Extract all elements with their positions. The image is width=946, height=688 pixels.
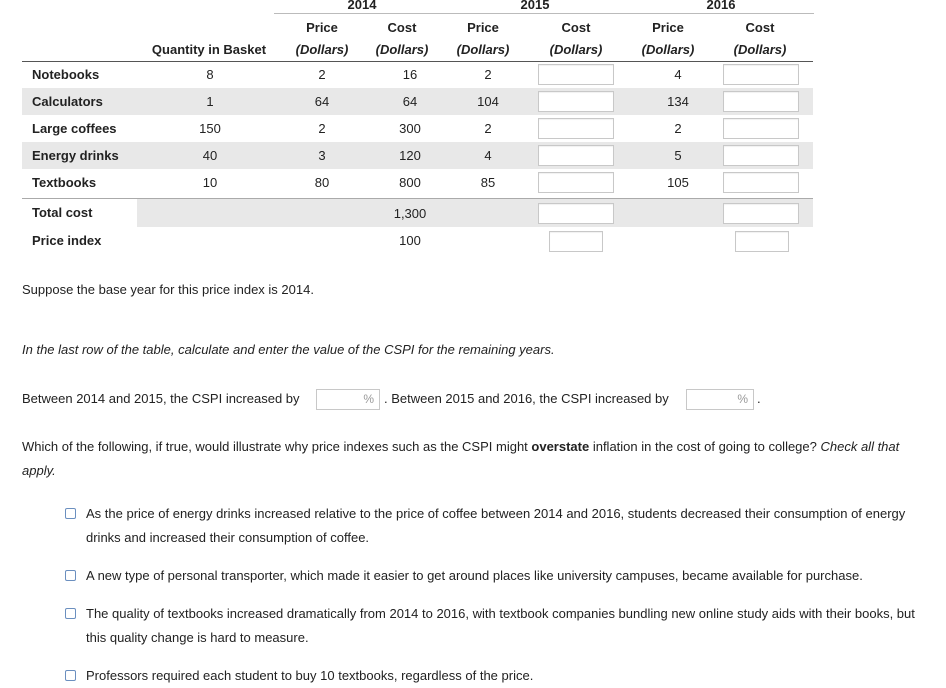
- cost-2015-calculators-input[interactable]: [538, 91, 614, 112]
- price-2015-cell: 104: [477, 94, 499, 109]
- cost-2015-header: Cost: [561, 20, 591, 35]
- row-label-large-coffees: Large coffees: [32, 121, 117, 136]
- price-2016-cell: 4: [674, 67, 682, 82]
- dollars-label: (Dollars): [641, 42, 695, 57]
- total-cost-2016-input[interactable]: [723, 203, 799, 224]
- price-2014-cell: 2: [318, 67, 326, 82]
- option-checkbox[interactable]: [65, 670, 76, 681]
- price-2014-cell: 2: [318, 121, 326, 136]
- quantity-cell: 8: [206, 67, 214, 82]
- price-2015-header: Price: [467, 20, 499, 35]
- row-label-total-cost: Total cost: [32, 205, 93, 220]
- price-2016-cell: 134: [667, 94, 689, 109]
- option-label: As the price of energy drinks increased relative to the price of coffee between 2014 and 2016, students decreased their consumption of energy drinks and increased their consumption of coffee.: [86, 506, 906, 545]
- between-2014-2015-text: Between 2014 and 2015, the CSPI increased by: [22, 391, 300, 406]
- total-cost-2014: 1,300: [393, 206, 427, 221]
- quantity-cell: 10: [202, 175, 218, 190]
- price-2014-header: Price: [306, 20, 338, 35]
- dollars-label: (Dollars): [733, 42, 787, 57]
- question-emphasis: overstate: [531, 439, 590, 454]
- row-label-notebooks: Notebooks: [32, 67, 100, 82]
- price-2014-cell: 3: [318, 148, 326, 163]
- row-label-textbooks: Textbooks: [32, 175, 97, 190]
- quantity-cell: 1: [206, 94, 214, 109]
- total-rule: [22, 198, 813, 199]
- question-instruction: Check all that apply.: [22, 439, 900, 478]
- price-index-2015-input[interactable]: [549, 231, 603, 252]
- question-part: Which of the following, if true, would illustrate why price indexes such as the CSPI might: [22, 439, 532, 454]
- row-label-energy-drinks: Energy drinks: [32, 148, 119, 163]
- cost-2014-header: Cost: [387, 20, 417, 35]
- price-2016-cell: 105: [667, 175, 689, 190]
- option-checkbox[interactable]: [65, 508, 76, 519]
- price-2014-cell: 80: [314, 175, 330, 190]
- price-2015-cell: 4: [484, 148, 492, 163]
- quantity-cell: 40: [202, 148, 218, 163]
- cost-2014-cell: 64: [402, 94, 418, 109]
- year-2015-header: 2015: [520, 0, 550, 12]
- cost-2014-cell: 16: [402, 67, 418, 82]
- end-period: .: [757, 391, 761, 406]
- cost-2016-energy-drinks-input[interactable]: [723, 145, 799, 166]
- price-index-2016-input[interactable]: [735, 231, 789, 252]
- price-2015-cell: 2: [484, 67, 492, 82]
- price-2015-cell: 2: [484, 121, 492, 136]
- cost-2016-notebooks-input[interactable]: [723, 64, 799, 85]
- question-part: inflation in the cost of going to college?: [589, 439, 821, 454]
- cspi-increase-2015-input[interactable]: [316, 389, 380, 410]
- instruction-text: In the last row of the table, calculate and enter the value of the CSPI for the remaining years.: [22, 342, 555, 357]
- base-year-text: Suppose the base year for this price index is 2014.: [22, 282, 314, 297]
- year-header-rule: [274, 13, 814, 14]
- price-2015-cell: 85: [480, 175, 496, 190]
- option-label: Professors required each student to buy 10 textbooks, regardless of the price.: [86, 668, 534, 683]
- price-2014-cell: 64: [314, 94, 330, 109]
- dollars-label: (Dollars): [456, 42, 510, 57]
- cost-2016-textbooks-input[interactable]: [723, 172, 799, 193]
- percent-symbol: %: [737, 392, 748, 406]
- option-checkbox[interactable]: [65, 608, 76, 619]
- option-label: A new type of personal transporter, which made it easier to get around places like university campuses, became available for purchase.: [86, 568, 863, 583]
- price-index-2014: 100: [399, 233, 421, 248]
- quantity-header: Quantity in Basket: [151, 42, 267, 57]
- cost-2014-cell: 800: [399, 175, 421, 190]
- cost-2016-calculators-input[interactable]: [723, 91, 799, 112]
- year-2016-header: 2016: [706, 0, 736, 12]
- price-2016-header: Price: [652, 20, 684, 35]
- between-2015-2016-text: . Between 2015 and 2016, the CSPI increased by: [384, 391, 669, 406]
- cost-2014-cell: 300: [399, 121, 421, 136]
- option-checkbox[interactable]: [65, 570, 76, 581]
- dollars-label: (Dollars): [295, 42, 349, 57]
- price-2016-cell: 5: [674, 148, 682, 163]
- header-rule: [22, 61, 813, 62]
- question-text: [22, 435, 934, 483]
- total-band: [137, 199, 813, 227]
- cost-2015-large-coffees-input[interactable]: [538, 118, 614, 139]
- cost-2016-header: Cost: [745, 20, 775, 35]
- row-label-price-index: Price index: [32, 233, 102, 248]
- total-cost-2015-input[interactable]: [538, 203, 614, 224]
- cost-2014-cell: 120: [399, 148, 421, 163]
- dollars-label: (Dollars): [375, 42, 429, 57]
- cost-2015-notebooks-input[interactable]: [538, 64, 614, 85]
- year-2014-header: 2014: [347, 0, 377, 12]
- dollars-label: (Dollars): [549, 42, 603, 57]
- price-2016-cell: 2: [674, 121, 682, 136]
- cost-2015-energy-drinks-input[interactable]: [538, 145, 614, 166]
- quantity-cell: 150: [199, 121, 221, 136]
- cost-2016-large-coffees-input[interactable]: [723, 118, 799, 139]
- cost-2015-textbooks-input[interactable]: [538, 172, 614, 193]
- option-label: The quality of textbooks increased dramatically from 2014 to 2016, with textbook companies bundling new online study aids with their books, but this quality change is hard to measure.: [86, 606, 915, 645]
- percent-symbol: %: [363, 392, 374, 406]
- cspi-increase-2016-input[interactable]: [686, 389, 754, 410]
- row-label-calculators: Calculators: [32, 94, 103, 109]
